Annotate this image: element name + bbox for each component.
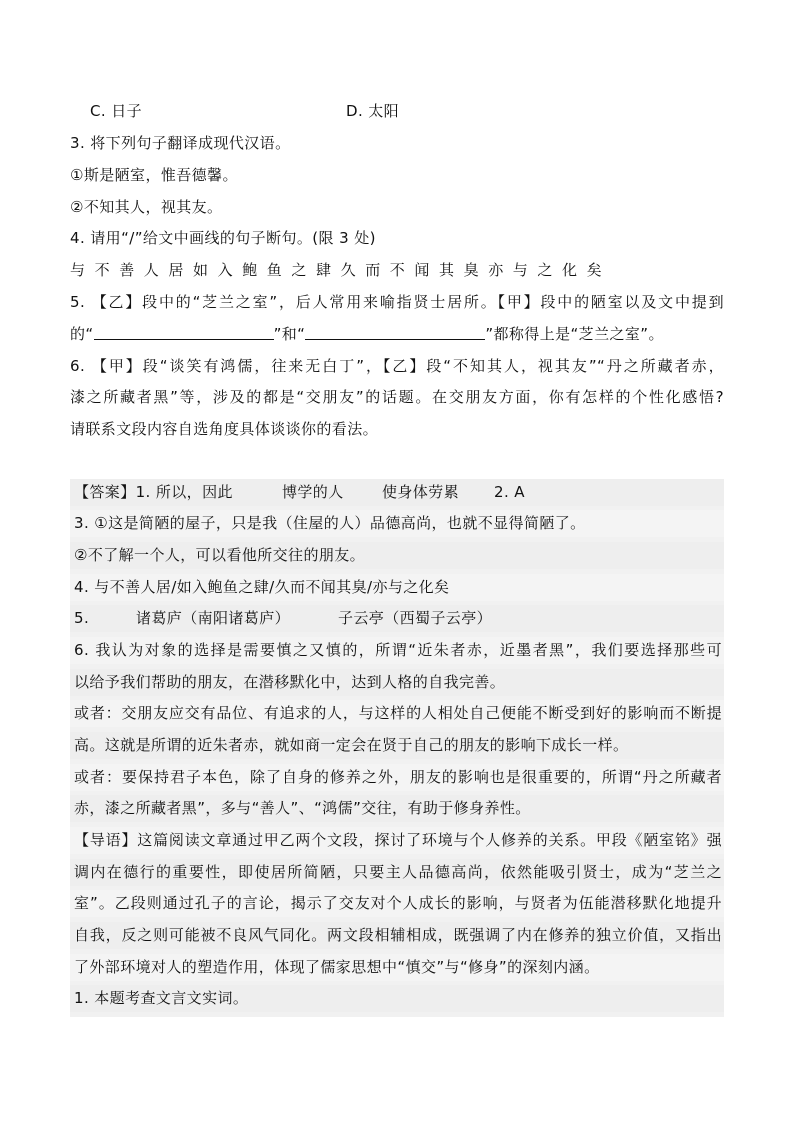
- question-4-sentence: 与不善人居如入鲍鱼之肆久而不闻其臭亦与之化矣: [70, 261, 612, 279]
- answer-3-2: ②不了解一个人，可以看他所交往的朋友。: [70, 542, 724, 569]
- option-d: D. 太阳: [346, 102, 400, 120]
- question-3-item-2: ②不知其人，视其友。: [70, 198, 223, 216]
- answer-5: [70, 605, 724, 632]
- question-5-line-2: [70, 324, 724, 344]
- question-6-line-2: 漆之所藏者黑”等，涉及的都是“交朋友”的话题。在交朋友方面，你有怎样的个性化感悟?: [70, 388, 724, 406]
- q5-prefix: 的“: [70, 325, 94, 343]
- option-c: C. 日子: [90, 102, 143, 120]
- answer-6-line-3: 或者：交朋友应交有品位、有追求的人，与这样的人相处自己便能不断受到好的影响而不断提: [70, 700, 724, 727]
- note-1: 1. 本题考查文言文实词。: [70, 985, 724, 1012]
- guide-line-3: 室”。乙段则通过孔子的言论，揭示了交友对个人成长的影响，与贤者为伍能潜移默化地提升: [70, 890, 724, 917]
- answer-5-number: 5.: [74, 609, 90, 627]
- answer-4: 4. 与不善人居/如入鲍鱼之肆/久而不闻其臭/亦与之化矣: [70, 574, 724, 601]
- question-5-line-1: 5. 【乙】段中的“芝兰之室”，后人常用来喻指贤士居所。【甲】段中的陋室以及文中提到: [70, 293, 724, 311]
- answer-5-a: 诸葛庐（南阳诸葛庐）: [136, 609, 291, 627]
- question-6-line-3: 请联系文段内容自选角度具体谈谈你的看法。: [70, 420, 379, 438]
- answer-6-line-2: 以给予我们帮助的朋友，在潜移默化中，达到人格的自我完善。: [70, 669, 724, 696]
- answer-1-label: 【答案】1. 所以，因此: [74, 483, 233, 501]
- guide-line-5: 了外部环境对人的塑造作用，体现了儒家思想中“慎交”与“修身”的深刻内涵。: [70, 954, 724, 981]
- answer-6-line-1: 6. 我认为对象的选择是需要慎之又慎的，所谓“近朱者赤，近墨者黑”，我们要选择那些可: [70, 637, 724, 664]
- q5-mid: ”和“: [273, 325, 306, 343]
- guide-line-2: 调内在德行的重要性，即使居所简陋，只要主人品德高尚，依然能吸引贤士，成为“芝兰之: [70, 859, 724, 886]
- answer-line-1: [70, 479, 724, 506]
- answer-3-1: 3. ①这是简陋的屋子，只是我（住屋的人）品德高尚，也就不显得简陋了。: [70, 510, 724, 537]
- answer-1-c: 使身体劳累: [382, 483, 460, 501]
- question-3: 3. 将下列句子翻译成现代汉语。: [70, 134, 291, 152]
- question-6-line-1: 6. 【甲】段“谈笑有鸿儒，往来无白丁”，【乙】段“不知其人，视其友”“丹之所藏者赤，: [70, 357, 724, 375]
- question-3-item-1: ①斯是陋室，惟吾德馨。: [70, 166, 238, 184]
- answer-6-line-5: 或者：要保持君子本色，除了自身的修养之外，朋友的影响也是很重要的，所谓“丹之所藏者: [70, 764, 724, 791]
- answer-blank-2[interactable]: [305, 325, 485, 340]
- guide-line-4: 自我，反之则可能被不良风气同化。两文段相辅相成，既强调了内在修养的独立价值，又指出: [70, 922, 724, 949]
- q5-suffix: ”都称得上是“芝兰之室”。: [485, 325, 664, 343]
- answer-2: 2. A: [494, 483, 525, 501]
- question-4: 4. 请用“/”给文中画线的句子断句。(限 3 处): [70, 229, 376, 247]
- answer-section: [70, 479, 724, 1017]
- answer-6-line-4: 高。这就是所谓的近朱者赤，就如商一定会在贤于自己的朋友的影响下成长一样。: [70, 732, 724, 759]
- answer-6-line-6: 赤，漆之所藏者黑”，多与“善人”、“鸿儒”交往，有助于修身养性。: [70, 795, 724, 822]
- answer-1-b: 博学的人: [282, 483, 344, 501]
- guide-line-1: 【导语】这篇阅读文章通过甲乙两个文段，探讨了环境与个人修养的关系。甲段《陋室铭》强: [70, 827, 724, 854]
- answer-blank-1[interactable]: [94, 325, 274, 340]
- answer-5-b: 子云亭（西蜀子云亭）: [338, 609, 493, 627]
